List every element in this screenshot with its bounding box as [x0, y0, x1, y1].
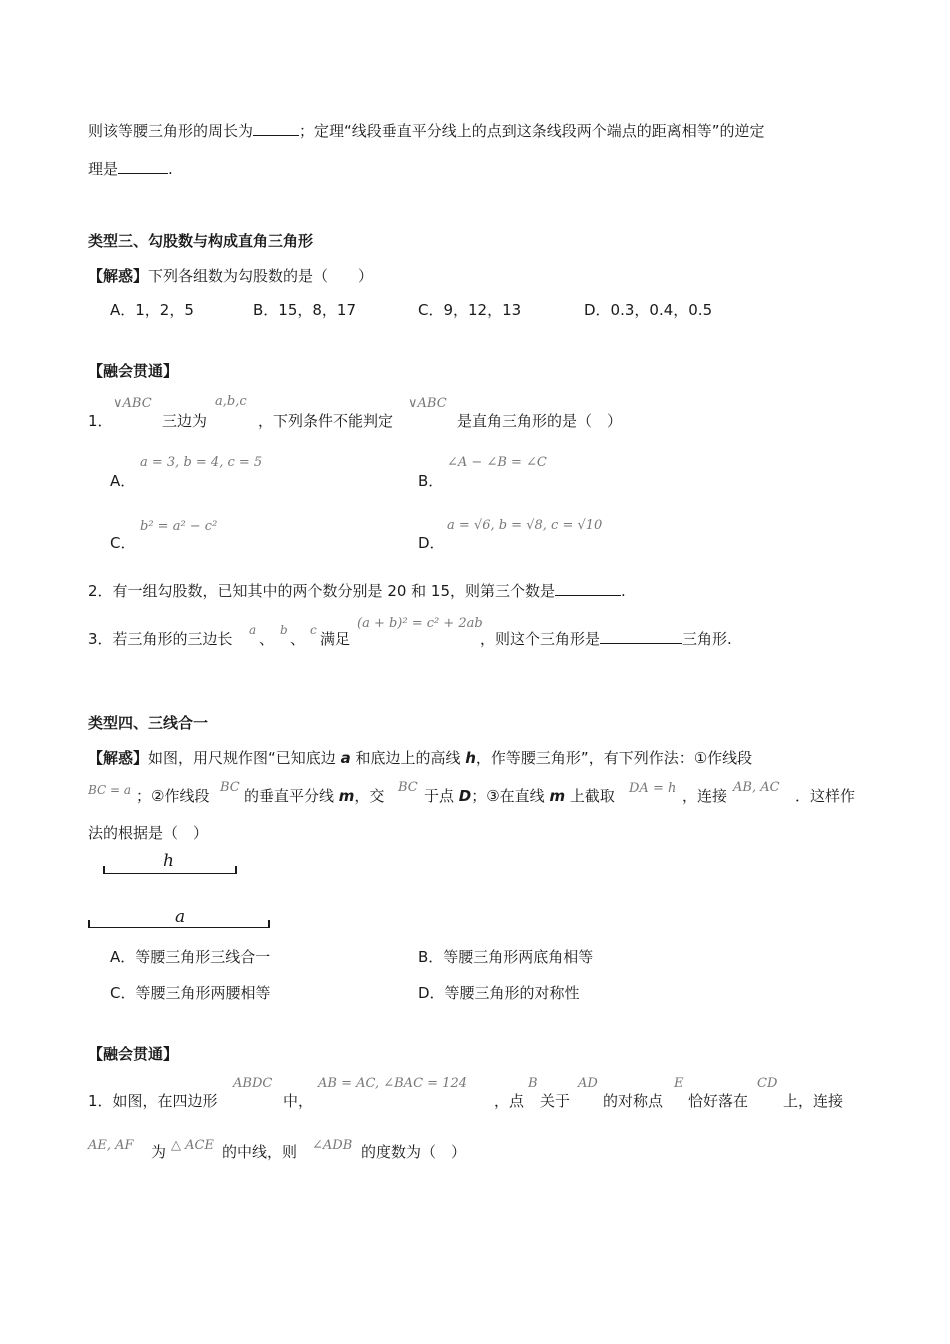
intro-line-1: [88, 120, 765, 141]
option-d: D．0.3，0.4，0.5: [584, 301, 713, 319]
practice-text: 的中线，则: [222, 1143, 298, 1161]
math-var-b: b: [280, 623, 288, 637]
practice3-text: 3．若三角形的三边长: [88, 630, 233, 648]
question-text: ；③在直线: [471, 787, 550, 805]
answer-blank: [555, 581, 621, 596]
practice-text: 恰好落在: [688, 1092, 749, 1110]
question-text: 的垂直平分线: [244, 787, 339, 805]
intro-text: 理是: [88, 160, 119, 178]
question-text: 上截取: [565, 787, 615, 805]
math-bc-eq-a: BC = a: [88, 783, 132, 797]
practice2: [88, 580, 626, 601]
practice-text: 上，连接: [783, 1092, 844, 1110]
practice1-text: ，下列条件不能判定: [258, 412, 394, 430]
math-cd: CD: [757, 1076, 778, 1091]
practice-text: 关于: [540, 1092, 571, 1110]
var-m: m: [549, 787, 566, 805]
math-b: B: [528, 1076, 538, 1091]
math-ad: AD: [578, 1076, 598, 1091]
math-ab-ac: AB, AC: [733, 780, 780, 795]
option-b-math: ∠A − ∠B = ∠C: [447, 455, 547, 470]
math-angle-adb: ∠ADB: [312, 1138, 353, 1153]
practice2-text: 2．有一组勾股数，已知其中的两个数分别是 20 和 15，则第三个数是: [88, 582, 556, 600]
option-a: A．等腰三角形三线合一: [110, 948, 271, 966]
math-triangle-abc: ∨ABC: [408, 396, 447, 411]
question-type4-line2c: [424, 785, 615, 806]
var-m: m: [338, 787, 355, 805]
option-b: B．等腰三角形两底角相等: [418, 948, 594, 966]
option-b: B．15，8，17: [253, 301, 357, 319]
math-triangle-abc: ∨ABC: [113, 396, 152, 411]
math-e: E: [674, 1076, 684, 1091]
separator: 、: [259, 630, 275, 648]
option-a-label: A．: [110, 472, 136, 490]
practice-text: ，点: [494, 1092, 525, 1110]
question-text: ，作等腰三角形”，有下列作法：①作线段: [475, 749, 753, 767]
practice1-number: 1．: [88, 412, 113, 430]
practice-text: 为: [151, 1143, 167, 1161]
question-type4-line1: [88, 747, 752, 768]
intro-text: 则该等腰三角形的周长为: [88, 122, 254, 140]
math-bc: BC: [220, 780, 240, 795]
option-b-label: B．: [418, 472, 444, 490]
question-text: ；②作线段: [136, 787, 210, 805]
segment-a: [88, 927, 270, 928]
segment-tick: [268, 920, 270, 928]
option-a-math: a = 3, b = 4, c = 5: [140, 455, 263, 470]
option-c: C．9，12，13: [418, 301, 522, 319]
practice-heading: 【融会贯通】: [88, 362, 179, 380]
math-var-c: c: [310, 623, 317, 637]
math-var-a: a: [249, 623, 257, 637]
question-text: ，交: [354, 787, 385, 805]
practice-heading: 【融会贯通】: [88, 1045, 179, 1063]
separator: 、: [290, 630, 306, 648]
math-abdc: ABDC: [233, 1076, 273, 1091]
math-bc: BC: [398, 780, 418, 795]
practice3-text: 满足: [320, 630, 351, 648]
segment-tick: [235, 866, 237, 874]
math-ab-eq-ac-angle: AB = AC, ∠BAC = 124: [318, 1076, 467, 1091]
var-a: a: [340, 749, 351, 767]
answer-blank: [253, 121, 299, 136]
option-c-math: b² = a² − c²: [140, 519, 218, 534]
option-c-label: C．: [110, 534, 136, 552]
question-type4-line3: 法的根据是（ ）: [88, 824, 209, 842]
practice-text: 的对称点: [603, 1092, 664, 1110]
option-d: D．等腰三角形的对称性: [418, 984, 580, 1002]
question-tag: 【解惑】: [88, 749, 149, 767]
option-c: C．等腰三角形两腰相等: [110, 984, 271, 1002]
question-type4-line2: [136, 785, 209, 806]
section-heading-type4: 类型四、三线合一: [88, 714, 209, 732]
practice1-text: 三边为: [162, 412, 208, 430]
practice3-text: 三角形.: [682, 630, 732, 648]
math-triangle-ace: △ ACE: [171, 1138, 214, 1153]
question-type4-line2e: ．这样作: [795, 787, 856, 805]
intro-text: .: [168, 160, 173, 178]
section-heading-type3: 类型三、勾股数与构成直角三角形: [88, 232, 314, 250]
segment-h: [103, 873, 236, 874]
option-a: A．1，2，5: [110, 301, 194, 319]
var-d: D: [458, 787, 472, 805]
question-tag: 【解惑】: [88, 267, 149, 285]
practice-text: 的度数为（ ）: [361, 1143, 467, 1161]
math-abc-vars: a,b,c: [215, 394, 247, 409]
question-type3: [88, 265, 373, 286]
option-d-label: D．: [418, 534, 445, 552]
var-h: h: [465, 749, 476, 767]
option-d-math: a = √6, b = √8, c = √10: [447, 518, 603, 533]
question-type4-line2b: [244, 785, 384, 806]
segment-h-label: h: [163, 851, 174, 871]
answer-blank: [600, 629, 682, 644]
math-equation: (a + b)² = c² + 2ab: [357, 616, 483, 631]
practice2-text: .: [621, 582, 626, 600]
question-text: 和底边上的高线: [350, 749, 466, 767]
segment-a-label: a: [175, 907, 186, 927]
practice1-text: 是直角三角形的是（ ）: [457, 412, 623, 430]
answer-blank: [118, 159, 168, 174]
math-da-eq-h: DA = h: [629, 781, 677, 796]
question-text: 下列各组数为勾股数的是（ ）: [148, 267, 374, 285]
practice-text: 中，: [283, 1092, 314, 1110]
intro-text: ；定理“线段垂直平分线上的点到这条线段两个端点的距离相等”的逆定: [299, 122, 765, 140]
practice3-text: ，则这个三角形是: [480, 630, 601, 648]
practice3-text: [480, 628, 732, 649]
practice-text: 1．如图，在四边形: [88, 1092, 218, 1110]
question-text: 如图，用尺规作图“已知底边: [148, 749, 341, 767]
question-type4-line2d: ，连接: [682, 787, 728, 805]
question-text: 于点: [424, 787, 459, 805]
math-ae-af: AE, AF: [88, 1138, 134, 1153]
intro-line-2: [88, 158, 173, 179]
